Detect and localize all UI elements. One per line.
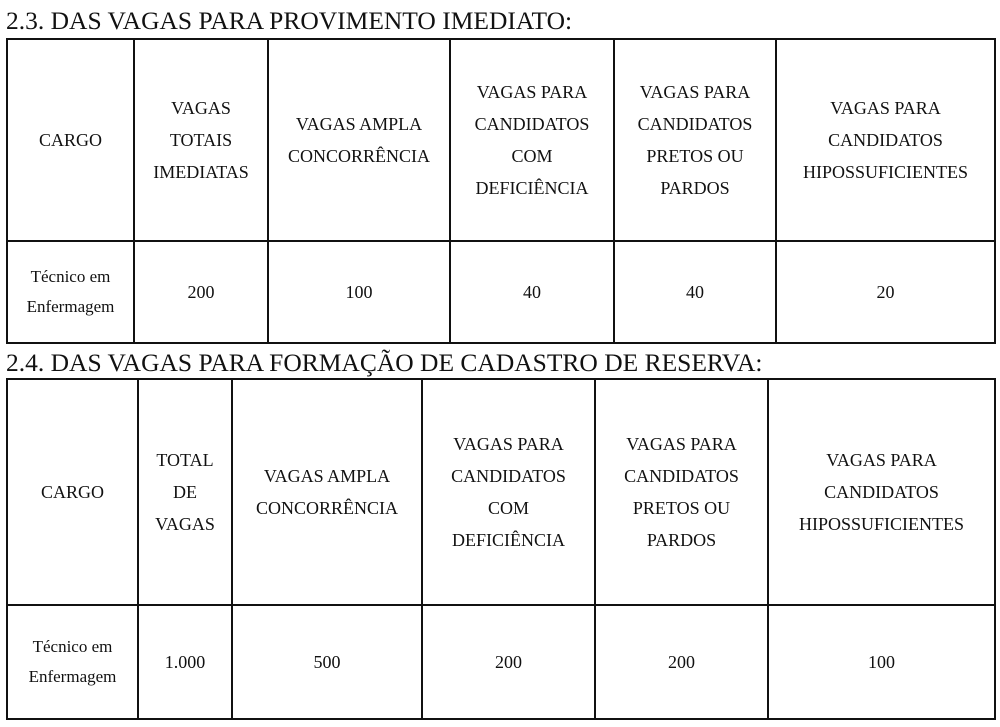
section-title-immediate: 2.3. DAS VAGAS PARA PROVIMENTO IMEDIATO: xyxy=(6,6,573,35)
table-header-row xyxy=(7,39,995,241)
header-hipossuficientes: VAGAS PARA CANDIDATOS HIPOSSUFICIENTES xyxy=(768,379,995,605)
cell-ampla: 100 xyxy=(268,241,450,343)
header-cargo: CARGO xyxy=(7,379,138,605)
cell-ampla: 500 xyxy=(232,605,422,719)
cell-hipossuficientes: 20 xyxy=(776,241,995,343)
header-total-vacancies: TOTAL DE VAGAS xyxy=(138,379,232,605)
cell-hipossuficientes: 100 xyxy=(768,605,995,719)
header-deficiencia: VAGAS PARA CANDIDATOS COM DEFICIÊNCIA xyxy=(450,39,614,241)
reserve-vacancies-table xyxy=(6,378,996,720)
immediate-vacancies-table xyxy=(6,38,996,344)
cell-deficiencia: 200 xyxy=(422,605,595,719)
header-pretos-pardos: VAGAS PARA CANDIDATOS PRETOS OU PARDOS xyxy=(595,379,768,605)
cell-pretos-pardos: 40 xyxy=(614,241,776,343)
table-row xyxy=(7,241,995,343)
table-header-row xyxy=(7,379,995,605)
table-row xyxy=(7,605,995,719)
cell-deficiencia: 40 xyxy=(450,241,614,343)
header-deficiencia: VAGAS PARA CANDIDATOS COM DEFICIÊNCIA xyxy=(422,379,595,605)
header-ampla-concorrencia: VAGAS AMPLA CONCORRÊNCIA xyxy=(232,379,422,605)
header-pretos-pardos: VAGAS PARA CANDIDATOS PRETOS OU PARDOS xyxy=(614,39,776,241)
section-title-reserve: 2.4. DAS VAGAS PARA FORMAÇÃO DE CADASTRO DE RESERVA: xyxy=(6,348,763,377)
cell-cargo: Técnico em Enfermagem xyxy=(7,605,138,719)
cell-pretos-pardos: 200 xyxy=(595,605,768,719)
cell-cargo: Técnico em Enfermagem xyxy=(7,241,134,343)
cell-total: 200 xyxy=(134,241,268,343)
header-total-vacancies: VAGAS TOTAIS IMEDIATAS xyxy=(134,39,268,241)
cell-total: 1.000 xyxy=(138,605,232,719)
header-hipossuficientes: VAGAS PARA CANDIDATOS HIPOSSUFICIENTES xyxy=(776,39,995,241)
header-ampla-concorrencia: VAGAS AMPLA CONCORRÊNCIA xyxy=(268,39,450,241)
header-cargo: CARGO xyxy=(7,39,134,241)
